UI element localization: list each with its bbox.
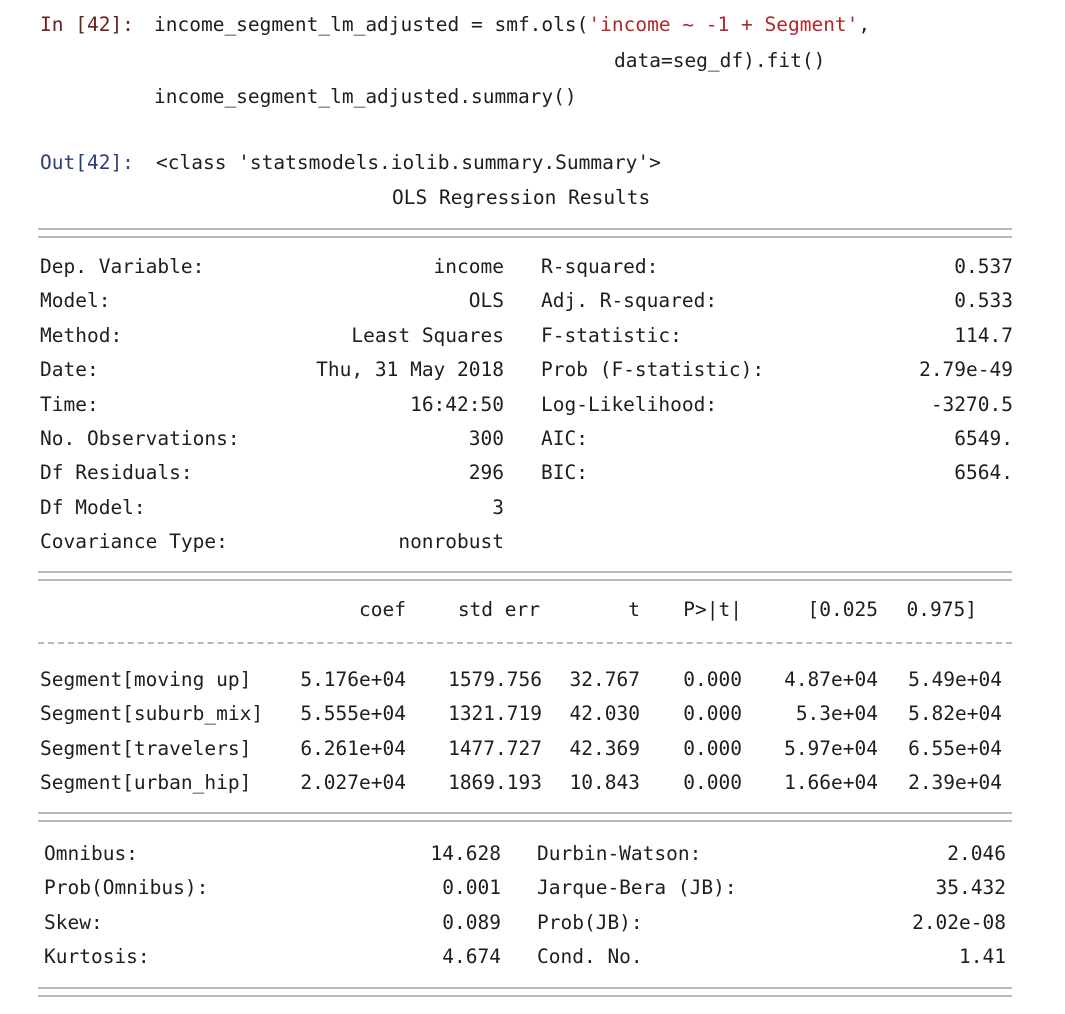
stat-value: income	[433, 255, 504, 278]
diag-value: 14.628	[430, 842, 501, 865]
coef-cell: 5.176e+04	[300, 668, 406, 691]
column-header: 0.975]	[906, 598, 977, 621]
code-line-1-text: income_segment_lm_adjusted = smf.ols(	[154, 13, 589, 36]
stat-label: No. Observations:	[40, 427, 240, 450]
coef-row-name: Segment[urban_hip]	[40, 771, 252, 795]
coef-cell: 5.3e+04	[795, 702, 878, 726]
stat-label: Method:	[40, 323, 123, 347]
coef-cell: 6.55e+04	[908, 736, 1002, 760]
coef-cell: 0.000	[683, 668, 742, 691]
coef-cell: 5.97e+04	[784, 736, 878, 760]
coef-cell: 2.39e+04	[908, 771, 1002, 795]
double-rule-3	[38, 812, 1012, 822]
column-header: P>|t|	[683, 598, 742, 621]
double-rule-2	[38, 571, 1012, 581]
column-header: [0.025	[807, 598, 878, 621]
input-prompt: In [42]:	[40, 13, 134, 36]
stat-label: AIC:	[541, 427, 588, 450]
stat-label: Prob (F-statistic):	[541, 358, 765, 382]
diag-label: Skew:	[44, 910, 103, 934]
diag-value: 0.001	[442, 876, 501, 900]
stat-value: 6549.	[954, 427, 1013, 450]
coef-cell: 0.000	[683, 702, 742, 726]
code-line-1[interactable]	[154, 8, 870, 42]
stat-label: Time:	[40, 392, 99, 416]
code-line-1-end: ,	[858, 13, 871, 36]
summary-title: OLS Regression Results	[392, 186, 651, 209]
coef-cell: 10.843	[569, 771, 640, 795]
diag-label: Omnibus:	[44, 842, 138, 865]
stat-value: Thu, 31 May 2018	[316, 358, 504, 382]
coef-cell: 5.49e+04	[908, 668, 1002, 691]
stat-label: Adj. R-squared:	[541, 289, 718, 313]
stat-value: 114.7	[954, 323, 1013, 347]
stat-value: 296	[468, 461, 504, 485]
coef-cell: 1869.193	[448, 771, 542, 795]
stat-value: 0.537	[954, 255, 1013, 278]
stat-value: nonrobust	[398, 530, 504, 554]
output-repr: <class 'statsmodels.iolib.summary.Summary'>	[156, 151, 661, 174]
double-rule-4	[38, 987, 1012, 997]
diag-value: 35.432	[935, 876, 1006, 900]
diag-label: Kurtosis:	[44, 944, 150, 968]
coef-cell: 0.000	[683, 771, 742, 795]
coef-cell: 6.261e+04	[300, 736, 406, 760]
stat-value: Least Squares	[351, 323, 504, 347]
stat-label: F-statistic:	[541, 323, 682, 347]
stat-label: Covariance Type:	[40, 530, 228, 554]
diag-value: 0.089	[442, 910, 501, 934]
coef-cell: 5.555e+04	[300, 702, 406, 726]
coef-row-name: Segment[travelers]	[40, 736, 252, 760]
stat-label: Df Model:	[40, 495, 146, 519]
diag-value: 4.674	[442, 944, 501, 968]
stat-value: 300	[468, 427, 504, 450]
code-line-2[interactable]: data=seg_df).fit()	[614, 49, 826, 72]
stat-value: 16:42:50	[410, 392, 504, 416]
formula-string: 'income ~ -1 + Segment'	[588, 13, 859, 36]
coef-cell: 5.82e+04	[908, 702, 1002, 726]
coef-row-name: Segment[moving up]	[40, 668, 252, 691]
coef-cell: 32.767	[569, 668, 640, 691]
stat-value: OLS	[468, 289, 504, 313]
coef-row-name: Segment[suburb_mix]	[40, 702, 264, 726]
column-header: std err	[457, 598, 540, 621]
dashed-rule	[38, 642, 1012, 644]
coef-cell: 0.000	[683, 736, 742, 760]
stat-label: Date:	[40, 358, 99, 382]
diag-value: 1.41	[959, 944, 1006, 968]
code-line-3[interactable]: income_segment_lm_adjusted.summary()	[154, 85, 577, 108]
diag-label: Jarque-Bera (JB):	[537, 876, 737, 900]
stat-value: 3	[492, 495, 504, 519]
diag-label: Prob(JB):	[537, 910, 643, 934]
column-header: coef	[359, 598, 406, 621]
coef-cell: 2.027e+04	[300, 771, 406, 795]
diag-label: Cond. No.	[537, 944, 643, 968]
coef-cell: 4.87e+04	[784, 668, 878, 691]
double-rule-1	[38, 228, 1012, 238]
stat-label: BIC:	[541, 461, 588, 485]
stat-value: 6564.	[954, 461, 1013, 485]
coef-cell: 1477.727	[448, 736, 542, 760]
stat-value: 0.533	[954, 289, 1013, 313]
stat-value: -3270.5	[930, 392, 1013, 416]
output-prompt: Out[42]:	[40, 151, 134, 174]
coef-cell: 42.369	[569, 736, 640, 760]
diag-value: 2.02e-08	[912, 910, 1006, 934]
stat-value: 2.79e-49	[919, 358, 1013, 382]
stat-label: Log-Likelihood:	[541, 392, 718, 416]
coef-cell: 1.66e+04	[784, 771, 878, 795]
stat-label: Model:	[40, 289, 111, 313]
stat-label: R-squared:	[541, 255, 659, 278]
diag-label: Prob(Omnibus):	[44, 876, 209, 900]
diag-label: Durbin-Watson:	[537, 842, 702, 865]
column-header: t	[628, 598, 640, 621]
diag-value: 2.046	[947, 842, 1006, 865]
stat-label: Df Residuals:	[40, 461, 193, 485]
coef-cell: 42.030	[569, 702, 640, 726]
stat-label: Dep. Variable:	[40, 255, 205, 278]
coef-cell: 1321.719	[448, 702, 542, 726]
coef-cell: 1579.756	[448, 668, 542, 691]
